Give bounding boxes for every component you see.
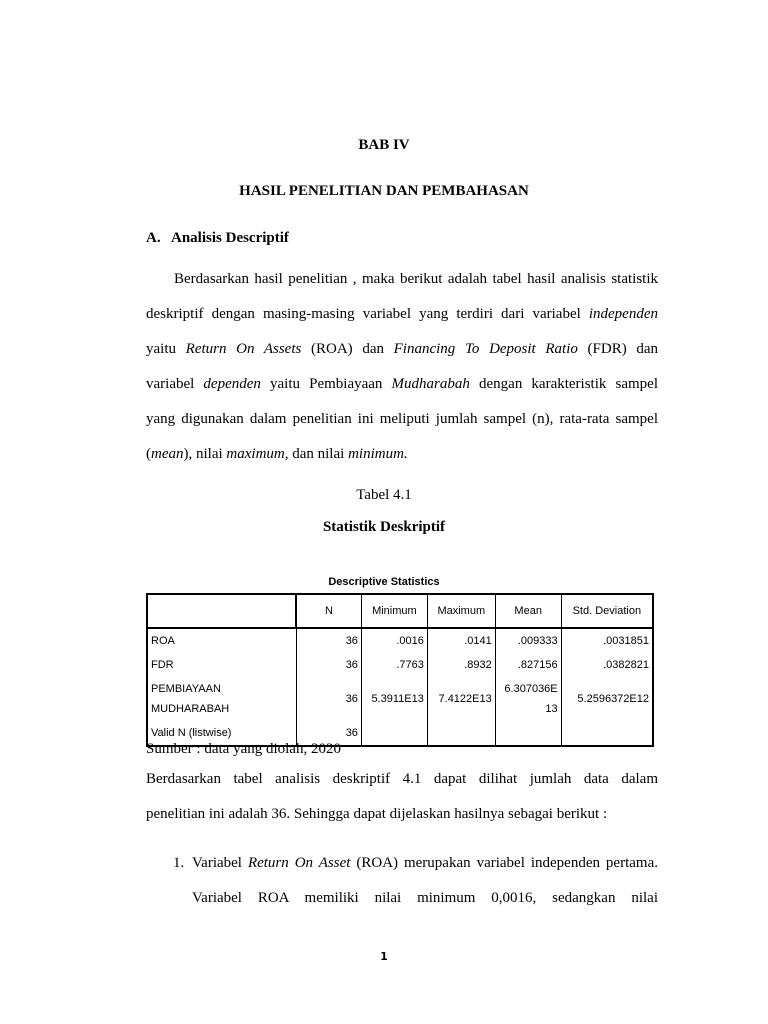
paragraph-line: Berdasarkan tabel analisis deskriptif 4.1 dapat dilihat jumlah data dalam (146, 771, 658, 787)
chapter-number: BAB IV (358, 137, 410, 153)
text-run: ), nilai (183, 446, 227, 462)
text-run: variabel (146, 376, 204, 392)
italic-term: Mudharabah (391, 376, 470, 392)
row-label: FDR (147, 653, 296, 677)
paragraph-line (146, 262, 658, 297)
cell-mean-line: 13 (545, 703, 558, 715)
cell-maximum: .8932 (427, 653, 495, 677)
italic-term: Return On Asset (247, 855, 351, 871)
cell-mean: .827156 (495, 653, 561, 677)
paragraph-line (146, 437, 658, 472)
cell-minimum: 5.3911E13 (361, 677, 427, 721)
list-item-line: Variabel ROA memiliki nilai minimum 0,0016, sedangkan nilai (192, 890, 658, 906)
list-item-number: 1. (173, 855, 185, 871)
text-run: deskriptif dengan masing-masing variabel yang terdiri dari variabel (146, 306, 589, 322)
italic-term: independen (588, 306, 658, 322)
table-row (147, 628, 653, 653)
descriptive-statistics-table (146, 593, 654, 747)
table-header-row (147, 594, 653, 628)
italic-term: Return On Assets (185, 341, 302, 357)
paragraph-line: penelitian ini adalah 36. Sehingga dapat dijelaskan hasilnya sebagai berikut : (146, 806, 608, 822)
row-label (147, 677, 296, 721)
cell-mean: .009333 (495, 628, 561, 653)
row-label-line: MUDHARABAH (151, 703, 230, 715)
header-blank (147, 594, 296, 628)
cell-std-deviation: 5.2596372E12 (561, 677, 653, 721)
row-label: Valid N (listwise) (147, 721, 296, 746)
header-maximum: Maximum (427, 594, 495, 628)
cell-maximum: .0141 (427, 628, 495, 653)
cell-minimum: .0016 (361, 628, 427, 653)
header-std-deviation: Std. Deviation (561, 594, 653, 628)
cell-empty (427, 721, 495, 746)
table-title: Statistik Deskriptif (322, 519, 446, 535)
table-row (147, 653, 653, 677)
table-caption: Tabel 4.1 (356, 487, 412, 503)
cell-n: 36 (296, 677, 361, 721)
text-run: yaitu Pembiayaan (260, 376, 392, 392)
text-run: ( (146, 446, 151, 462)
cell-std-deviation: .0031851 (561, 628, 653, 653)
cell-mean (495, 677, 561, 721)
text-run: (ROA) merupakan variabel independen pertama. (350, 855, 658, 871)
text-run: dengan karakteristik sampel (469, 376, 658, 392)
text-run: (ROA) dan (301, 341, 394, 357)
paragraph-line (146, 402, 658, 437)
cell-n: 36 (296, 721, 361, 746)
text-run: dan nilai (288, 446, 349, 462)
table-source: Sumber : data yang diolah, 2020 (146, 741, 341, 757)
italic-term: Financing To Deposit Ratio (393, 341, 578, 357)
intro-paragraph (146, 262, 658, 472)
cell-std-deviation: .0382821 (561, 653, 653, 677)
paragraph-line (146, 332, 658, 367)
italic-term: mean (151, 446, 184, 462)
row-label: ROA (147, 628, 296, 653)
list-item-body (192, 846, 658, 916)
text-run: Variabel (192, 855, 248, 871)
cell-n: 36 (296, 653, 361, 677)
list-item-line (192, 846, 658, 881)
cell-mean-line: 6.307036E (504, 683, 558, 695)
text-run: yang digunakan dalam penelitian ini meliputi jumlah sampel (n), rata-rata sampel (146, 411, 658, 427)
section-heading: A. Analisis Descriptif (146, 230, 289, 246)
row-label-line: PEMBIAYAAN (151, 683, 221, 695)
text-run: (FDR) dan (577, 341, 659, 357)
italic-term: minimum. (348, 446, 408, 462)
cell-maximum: 7.4122E13 (427, 677, 495, 721)
cell-empty (561, 721, 653, 746)
header-mean: Mean (495, 594, 561, 628)
cell-n: 36 (296, 628, 361, 653)
cell-empty (361, 721, 427, 746)
italic-term: dependen (203, 376, 261, 392)
cell-empty (495, 721, 561, 746)
text-run: yaitu (146, 341, 186, 357)
header-n: N (296, 594, 361, 628)
cell-minimum: .7763 (361, 653, 427, 677)
italic-term: maximum, (226, 446, 289, 462)
after-table-paragraph (146, 762, 658, 832)
header-minimum: Minimum (361, 594, 427, 628)
page-number: 1 (380, 950, 388, 963)
text-run: Berdasarkan hasil penelitian , maka berikut adalah tabel hasil analisis statistik (174, 271, 658, 287)
paragraph-line (146, 297, 658, 332)
paragraph-line (146, 367, 658, 402)
table-row (147, 677, 653, 721)
spss-table-title: Descriptive Statistics (328, 576, 440, 588)
chapter-title: HASIL PENELITIAN DAN PEMBAHASAN (239, 183, 529, 199)
